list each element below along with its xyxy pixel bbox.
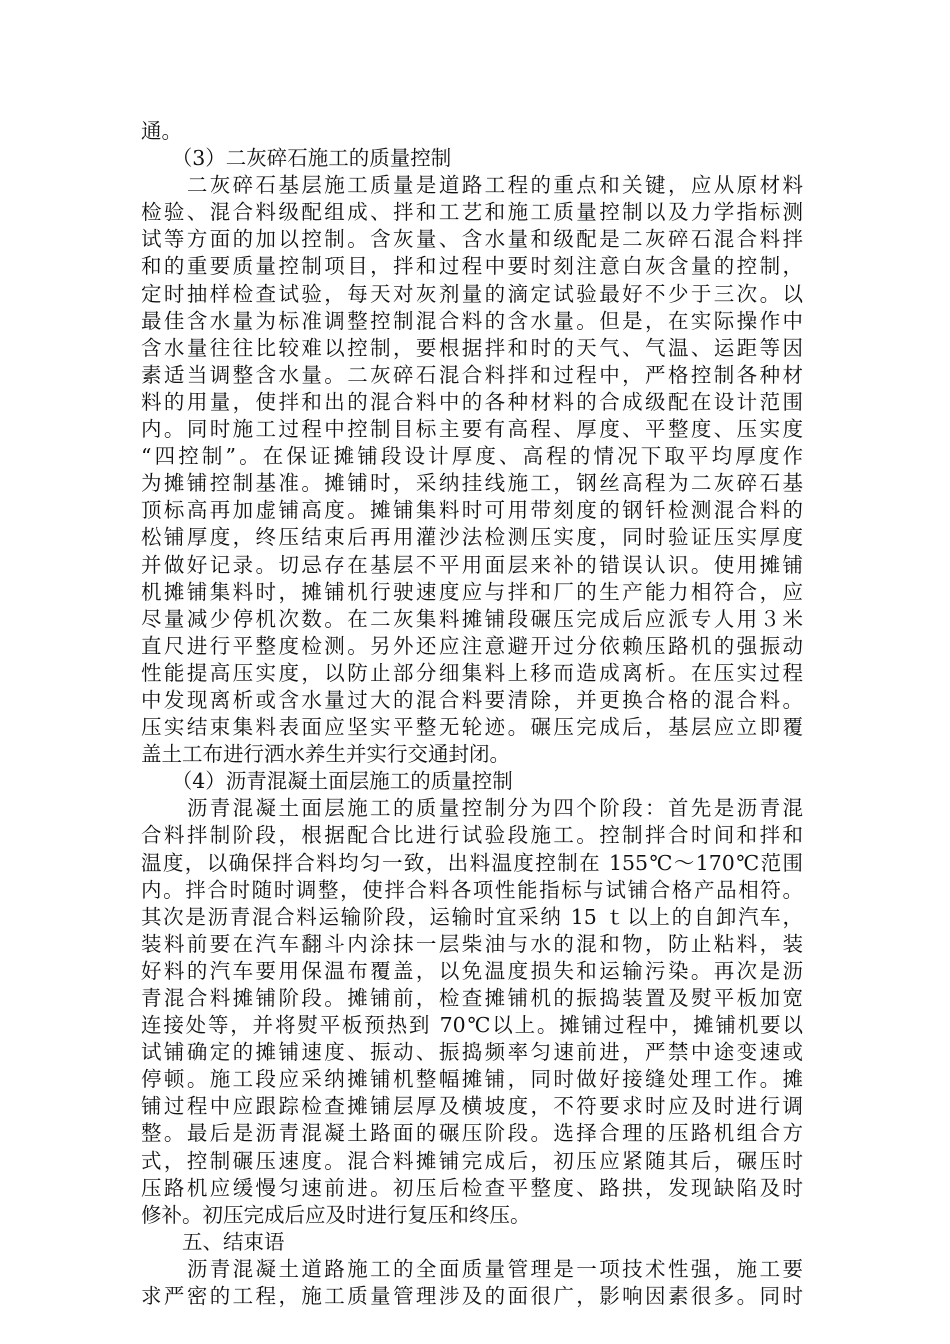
text-line: 直尺进行平整度检测。另外还应注意避开过分依赖压路机的强振动 xyxy=(141,633,803,658)
section-heading: （4）沥青混凝土面层施工的质量控制 xyxy=(141,769,513,794)
text-line: 压路机应缓慢匀速前进。初压后检查平整度、路拱，发现缺陷及时 xyxy=(141,1175,803,1200)
text-line: 最佳含水量为标准调整控制混合料的含水量。但是，在实际操作中 xyxy=(141,308,803,333)
text-line: 尽量减少停机次数。在二灰集料摊铺段碾压完成后应派专人用３米 xyxy=(141,606,803,631)
text-line: 素适当调整含水量。二灰碎石混合料拌和过程中，严格控制各种材 xyxy=(141,362,803,387)
text-line: 其次是沥青混合料运输阶段，运输时宜采纳 15 ｔ以上的自卸汽车， xyxy=(141,904,803,929)
text-line: 定时抽样检查试验，每天对灰剂量的滴定试验最好不少于三次。以 xyxy=(141,281,803,306)
text-line: 合料拌制阶段，根据配合比进行试验段施工。控制拌合时间和拌和 xyxy=(141,823,803,848)
text-line: 停顿。施工段应采纳摊铺机整幅摊铺，同时做好接缝处理工作。摊 xyxy=(141,1067,803,1092)
text-line: 沥青混凝土面层施工的质量控制分为四个阶段：首先是沥青混 xyxy=(141,796,803,821)
text-line: 二灰碎石基层施工质量是道路工程的重点和关键，应从原材料 xyxy=(141,173,803,198)
text-line: 顶标高再加虚铺高度。摊铺集料时可用带刻度的钢钎检测混合料的 xyxy=(141,498,803,523)
text-line: 性能提高压实度，以防止部分细集料上移而造成离析。在压实过程 xyxy=(141,660,803,685)
text-line: 松铺厚度，终压结束后再用灌沙法检测压实度，同时验证压实厚度 xyxy=(141,525,803,550)
text-line: 盖土工布进行洒水养生并实行交通封闭。 xyxy=(141,742,510,767)
section-heading: 五、结束语 xyxy=(141,1229,285,1254)
text-line: 青混合料摊铺阶段。摊铺前，检查摊铺机的振捣装置及熨平板加宽 xyxy=(141,986,803,1010)
text-line: 中发现离析或含水量过大的混合料要清除，并更换合格的混合料。 xyxy=(141,687,803,712)
text-line: 试铺确定的摊铺速度、振动、振捣频率匀速前进，严禁中途变速或 xyxy=(141,1040,803,1065)
text-line: “四控制”。在保证摊铺段设计厚度、高程的情况下取平均厚度作 xyxy=(141,444,803,469)
text-line: 整。最后是沥青混凝土路面的碾压阶段。选择合理的压路机组合方 xyxy=(141,1121,803,1146)
text-line: 好料的汽车要用保温布覆盖，以免温度损失和运输污染。再次是沥 xyxy=(141,958,803,983)
text-line: 通。 xyxy=(141,119,182,143)
text-line: 修补。初压完成后应及时进行复压和终压。 xyxy=(141,1202,531,1227)
text-line: 沥青混凝土道路施工的全面质量管理是一项技术性强，施工要 xyxy=(141,1256,803,1281)
text-line: 机摊铺集料时，摊铺机行驶速度应与拌和厂的生产能力相符合，应 xyxy=(141,579,803,604)
text-line: 并做好记录。切忌存在基层不平用面层来补的错误认识。使用摊铺 xyxy=(141,552,803,577)
section-heading: （3）二灰碎石施工的质量控制 xyxy=(141,146,452,171)
text-line: 装料前要在汽车翻斗内涂抹一层柴油与水的混和物，防止粘料，装 xyxy=(141,931,803,956)
text-line: 温度，以确保拌合料均匀一致，出料温度控制在 155℃～170℃范围 xyxy=(141,850,803,875)
text-line: 连接处等，并将熨平板预热到 70℃以上。摊铺过程中，摊铺机要以 xyxy=(141,1013,803,1038)
text-line: 求严密的工程，施工质量管理涉及的面很广，影响因素很多。同时 xyxy=(141,1284,803,1309)
text-line: 式，控制碾压速度。混合料摊铺完成后，初压应紧随其后，碾压时 xyxy=(141,1148,803,1173)
text-line: 含水量往往比较难以控制，要根据拌和时的天气、气温、运距等因 xyxy=(141,335,803,360)
text-line: 铺过程中应跟踪检查摊铺层厚及横坡度，不符要求时应及时进行调 xyxy=(141,1094,803,1119)
text-line: 压实结束集料表面应坚实平整无轮迹。碾压完成后，基层应立即覆 xyxy=(141,715,803,740)
text-line: 料的用量，使拌和出的混合料中的各种材料的合成级配在设计范围 xyxy=(141,389,803,414)
text-line: 内。同时施工过程中控制目标主要有高程、厚度、平整度、压实度 xyxy=(141,417,803,442)
text-line: 内。拌合时随时调整，使拌合料各项性能指标与试铺合格产品相符。 xyxy=(141,877,803,902)
document-body xyxy=(141,118,803,1310)
text-line: 为摊铺控制基准。摊铺时，采纳挂线施工，钢丝高程为二灰碎石基 xyxy=(141,471,803,496)
text-line: 检验、混合料级配组成、拌和工艺和施工质量控制以及力学指标测 xyxy=(141,200,803,225)
text-line: 试等方面的加以控制。含灰量、含水量和级配是二灰碎石混合料拌 xyxy=(141,227,803,252)
text-line: 和的重要质量控制项目，拌和过程中要时刻注意白灰含量的控制， xyxy=(141,254,803,279)
